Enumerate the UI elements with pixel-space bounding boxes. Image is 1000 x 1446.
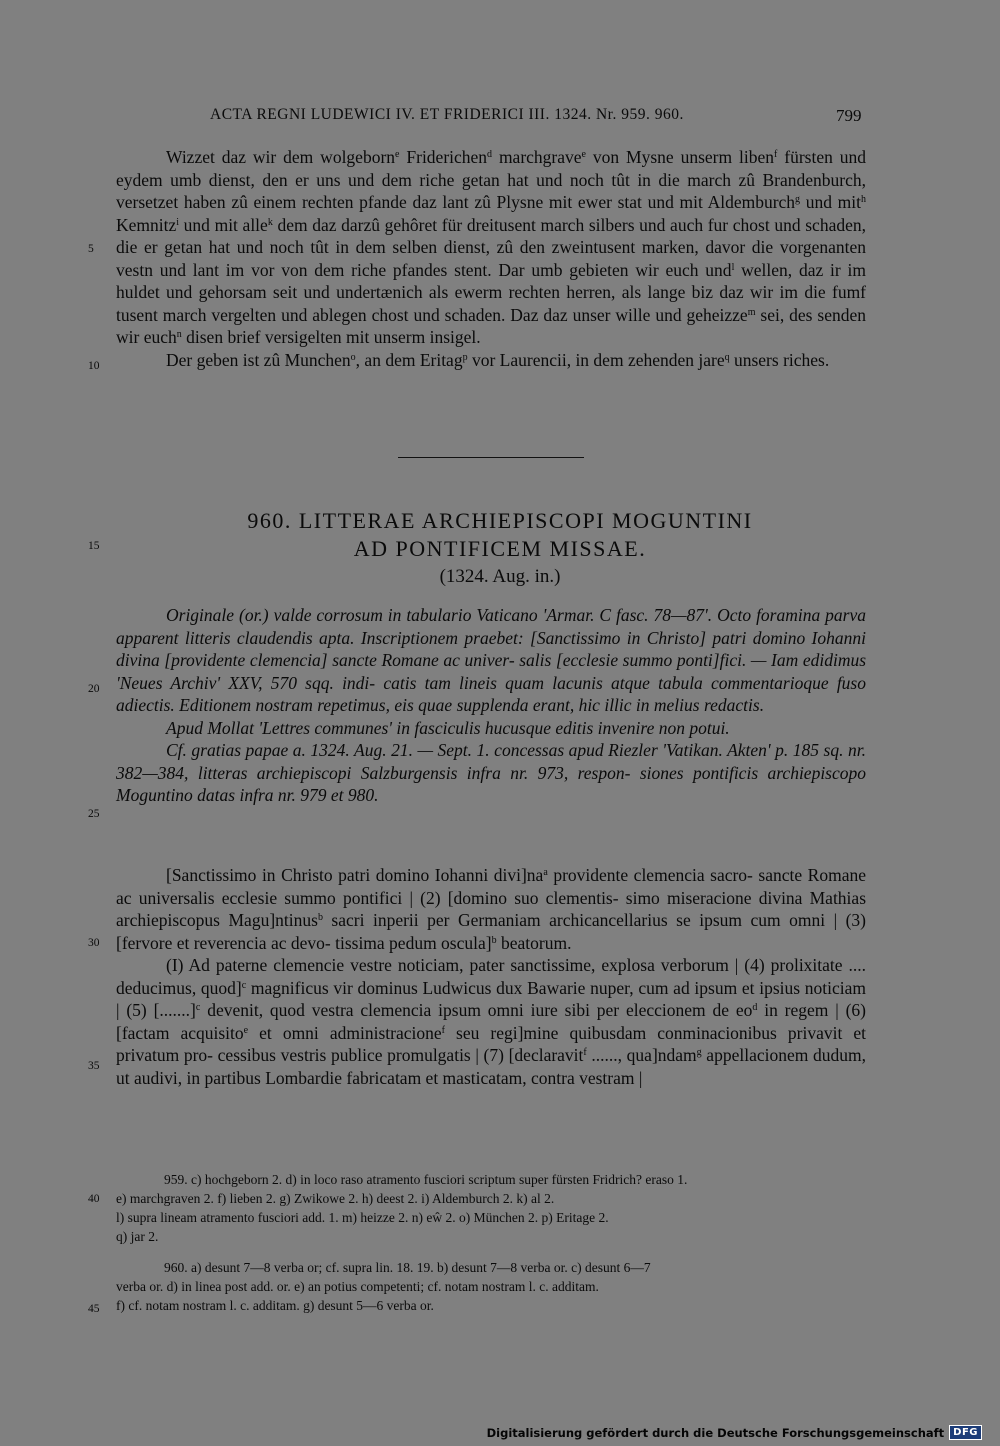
section-divider [398,457,584,458]
text-line: salis [ecclesie summo ponti]fici. — Iam edidimus 'Neues Archiv' XXV, 570 sqq. indi- [116,650,867,693]
footnotes-960 [116,1258,866,1315]
doc959-para-2 [116,349,866,372]
text-line: siones pontificis archiepiscopo Moguntino datas infra nr. 979 et 980. [116,762,867,805]
doc960-apparatus [116,604,866,807]
credit-text: Digitalisierung gefördert durch die Deutsche Forschungsgemeinschaft [486,1425,945,1440]
text-line: daz darzû gehôret für dreitusent march silbers und auch fur chost und schaden, die er [116,214,866,257]
text-line: Originale (or.) valde corrosum in tabulario Vaticano 'Armar. C fasc. 78—87'. Octo [166,605,752,625]
line-marker: 10 [88,360,100,372]
page-number: 799 [836,106,862,125]
text-line: ipsum omni iure sibi per eleccionem de $eo^d$ in regem | (6) [factam acquisito$^e$ et omni [116,1000,866,1043]
text-line: sancte Romane ac universalis ecclesie summo pontifici | (2) [domino suo clementis- [116,865,866,908]
text-line: wir euch und$^l$ wellen, daz ir im huldet und gehorsam seit und undertænich als ewerm [116,259,866,302]
text-line: liben$^f$ fürsten und eydem umb dienst, den er uns und dem riche getan hat und noch [116,147,867,190]
text-line: catis tam lineis quam lacunis atque tabula commentarioque fuso adiectis. Editionem [116,672,866,715]
text-line: vorgenanten vestn und lant im vor von dem riche pfandes stent. Dar umb gebieten [116,237,867,280]
text-line: (4) prolixitate .... deducimus, quod]$^c$ magnificus vir dominus Ludwicus dux Bawarie [116,955,867,998]
apparatus-para-1 [116,604,866,717]
text-line: foramina parva apparent litteris claudendis apta. Inscriptionem praebet: [Sanctissimo in [116,605,866,648]
text-line: e) marchgraven 2. f) lieben 2. g) Zwikowe 2. h) deest 2. i) Aldemburch 2. k) al 2. [116,1191,555,1206]
text-line: (I) Ad paterne clemencie vestre noticiam, pater sanctissime, explosa verborum | [166,955,739,975]
running-header: ACTA REGNI LUDEWICI IV. ET FRIDERICI III. 1324. Nr. 959. 960. [210,106,684,123]
line-marker: 20 [88,683,100,695]
doc960-date: (1324. Aug. in.) [439,566,561,587]
text-line: unsers riches. [733,349,830,370]
text-line: administracione$^f$ seu regi]mine quibusdam conminacionibus privavit et privatum pro- [116,1022,866,1065]
text-line: l) supra lineam atramento fusciori add. 1. m) heizze 2. n) eŵ 2. o) München 2. p) Eritage 2. [116,1210,609,1225]
footnotes-959 [116,1170,866,1246]
text-line: disen brief versigelten mit unserm insigel. [186,327,481,347]
text-line: 960. a) desunt 7—8 verba or; cf. supra lin. 18. 19. b) desunt 7—8 verba or. c) desunt 6—7 [164,1260,651,1275]
text-line: rechten herren, als lange biz daz wir im die fumf tusent march vergelten und ablegen [116,282,867,325]
doc959-para-1 [116,146,866,349]
line-marker: 25 [88,808,100,820]
line-marker: 45 [88,1303,100,1315]
doc960-para-2 [116,954,866,1089]
line-marker: 30 [88,937,100,949]
doc960-text [116,864,866,1089]
text-line: q) jar 2. [116,1229,159,1244]
line-marker: 35 [88,1060,100,1072]
doc960-title-line-2: AD PONTIFICEM MISSAE. [353,536,647,561]
text-line: tût in die march zû Brandenburch, versetzet haben zû einem rechten pfande daz lant [116,169,867,212]
line-marker: 40 [88,1193,100,1205]
text-line: Wizzet daz wir dem wolgeborn$^e$ Friderichen$^d$ marchgrave$^e$ von Mysne unserm [166,147,733,167]
text-line: zû Plysne mit ewer stat und mit Aldemburch$^g$ und mit$^h$ Kemnitz$^i$ und mit alle$^k$ dem [116,192,866,235]
text-line: nostram repetimus, eis quae supplenda erant, hic illic in melius redactis. [255,695,765,715]
doc960-title-line-1: 960. LITTERAE ARCHIEPISCOPI MOGUNTINI [247,508,753,533]
line-marker: 15 [88,540,100,552]
apparatus-para-2 [116,717,866,740]
text-line: [Sanctissimo in Christo patri domino Iohanni $divi]na^a$ providente clemencia sacro- [166,865,753,885]
text-line: 959. c) hochgeborn 2. d) in loco raso atramento fusciori scriptum super fürsten Fridrich? eraso 1. [164,1172,688,1187]
text-line: Der geben ist zû Munchen$^o$, an dem Eritag$^p$ vor Laurencii, in dem zehenden jare$^q$ [166,349,730,370]
text-line: Apud Mollat 'Lettres communes' in fasciculis hucusque editis invenire non potui. [166,717,730,738]
text-line: dudum, ut audivi, in partibus Lombardie fabricatam et masticatam, contra vestram | [116,1045,866,1088]
text-line: tissima pedum oscula]$^b$ beatorum. [335,932,572,953]
dfg-logo: DFG [949,1425,982,1440]
text-line: f) cf. notam nostram l. c. additam. g) desunt 5—6 verba or. [116,1298,434,1313]
text-line: getan hat und noch tût in dem selben dienst, zû den zweintusent marken, davor die [164,237,774,257]
doc959-text [116,146,866,371]
line-marker: 5 [88,243,94,255]
text-line: chost und schaden. Daz daz unser wille und geheizze$^m$ sei, des senden wir euch$^n$ [116,304,866,347]
doc960-para-1 [116,864,866,954]
text-line: nuper, cum ad ipsum et ipsius noticiam | (5) [.......]$^c$ devenit, quod vestra clemencia [116,977,866,1020]
text-line: simo miseracione divina Mathias archiepiscopus Magu]ntinus$^b$ sacri inperii per [116,887,867,930]
text-line: Cf. gratias papae a. 1324. Aug. 21. — Sept. 1. concessas apud Riezler 'Vatikan. [166,740,723,760]
text-line: cessibus vestris publice promulgatis | (7) [declaravit$^f$ ......, qua]ndam$^g$ appellacionem [217,1045,809,1065]
digitization-credit [487,1425,982,1440]
text-line: Akten' p. 185 sq. nr. 382—384, litteras archiepiscopi Salzburgensis infra nr. 973, respon- [116,740,867,783]
apparatus-para-3 [116,739,866,807]
text-line: Germaniam archicancellarius se ipsum cum omni | (3) [fervore et reverencia ac devo- [116,910,867,953]
text-line: verba or. d) in linea post add. or. e) an potius competenti; cf. notam nostram l. c. additam. [116,1279,599,1294]
text-line: Christo] patri domino Iohanni divina [providente clemencia] sancte Romane ac univer- [116,627,866,670]
doc960-title [200,507,800,563]
